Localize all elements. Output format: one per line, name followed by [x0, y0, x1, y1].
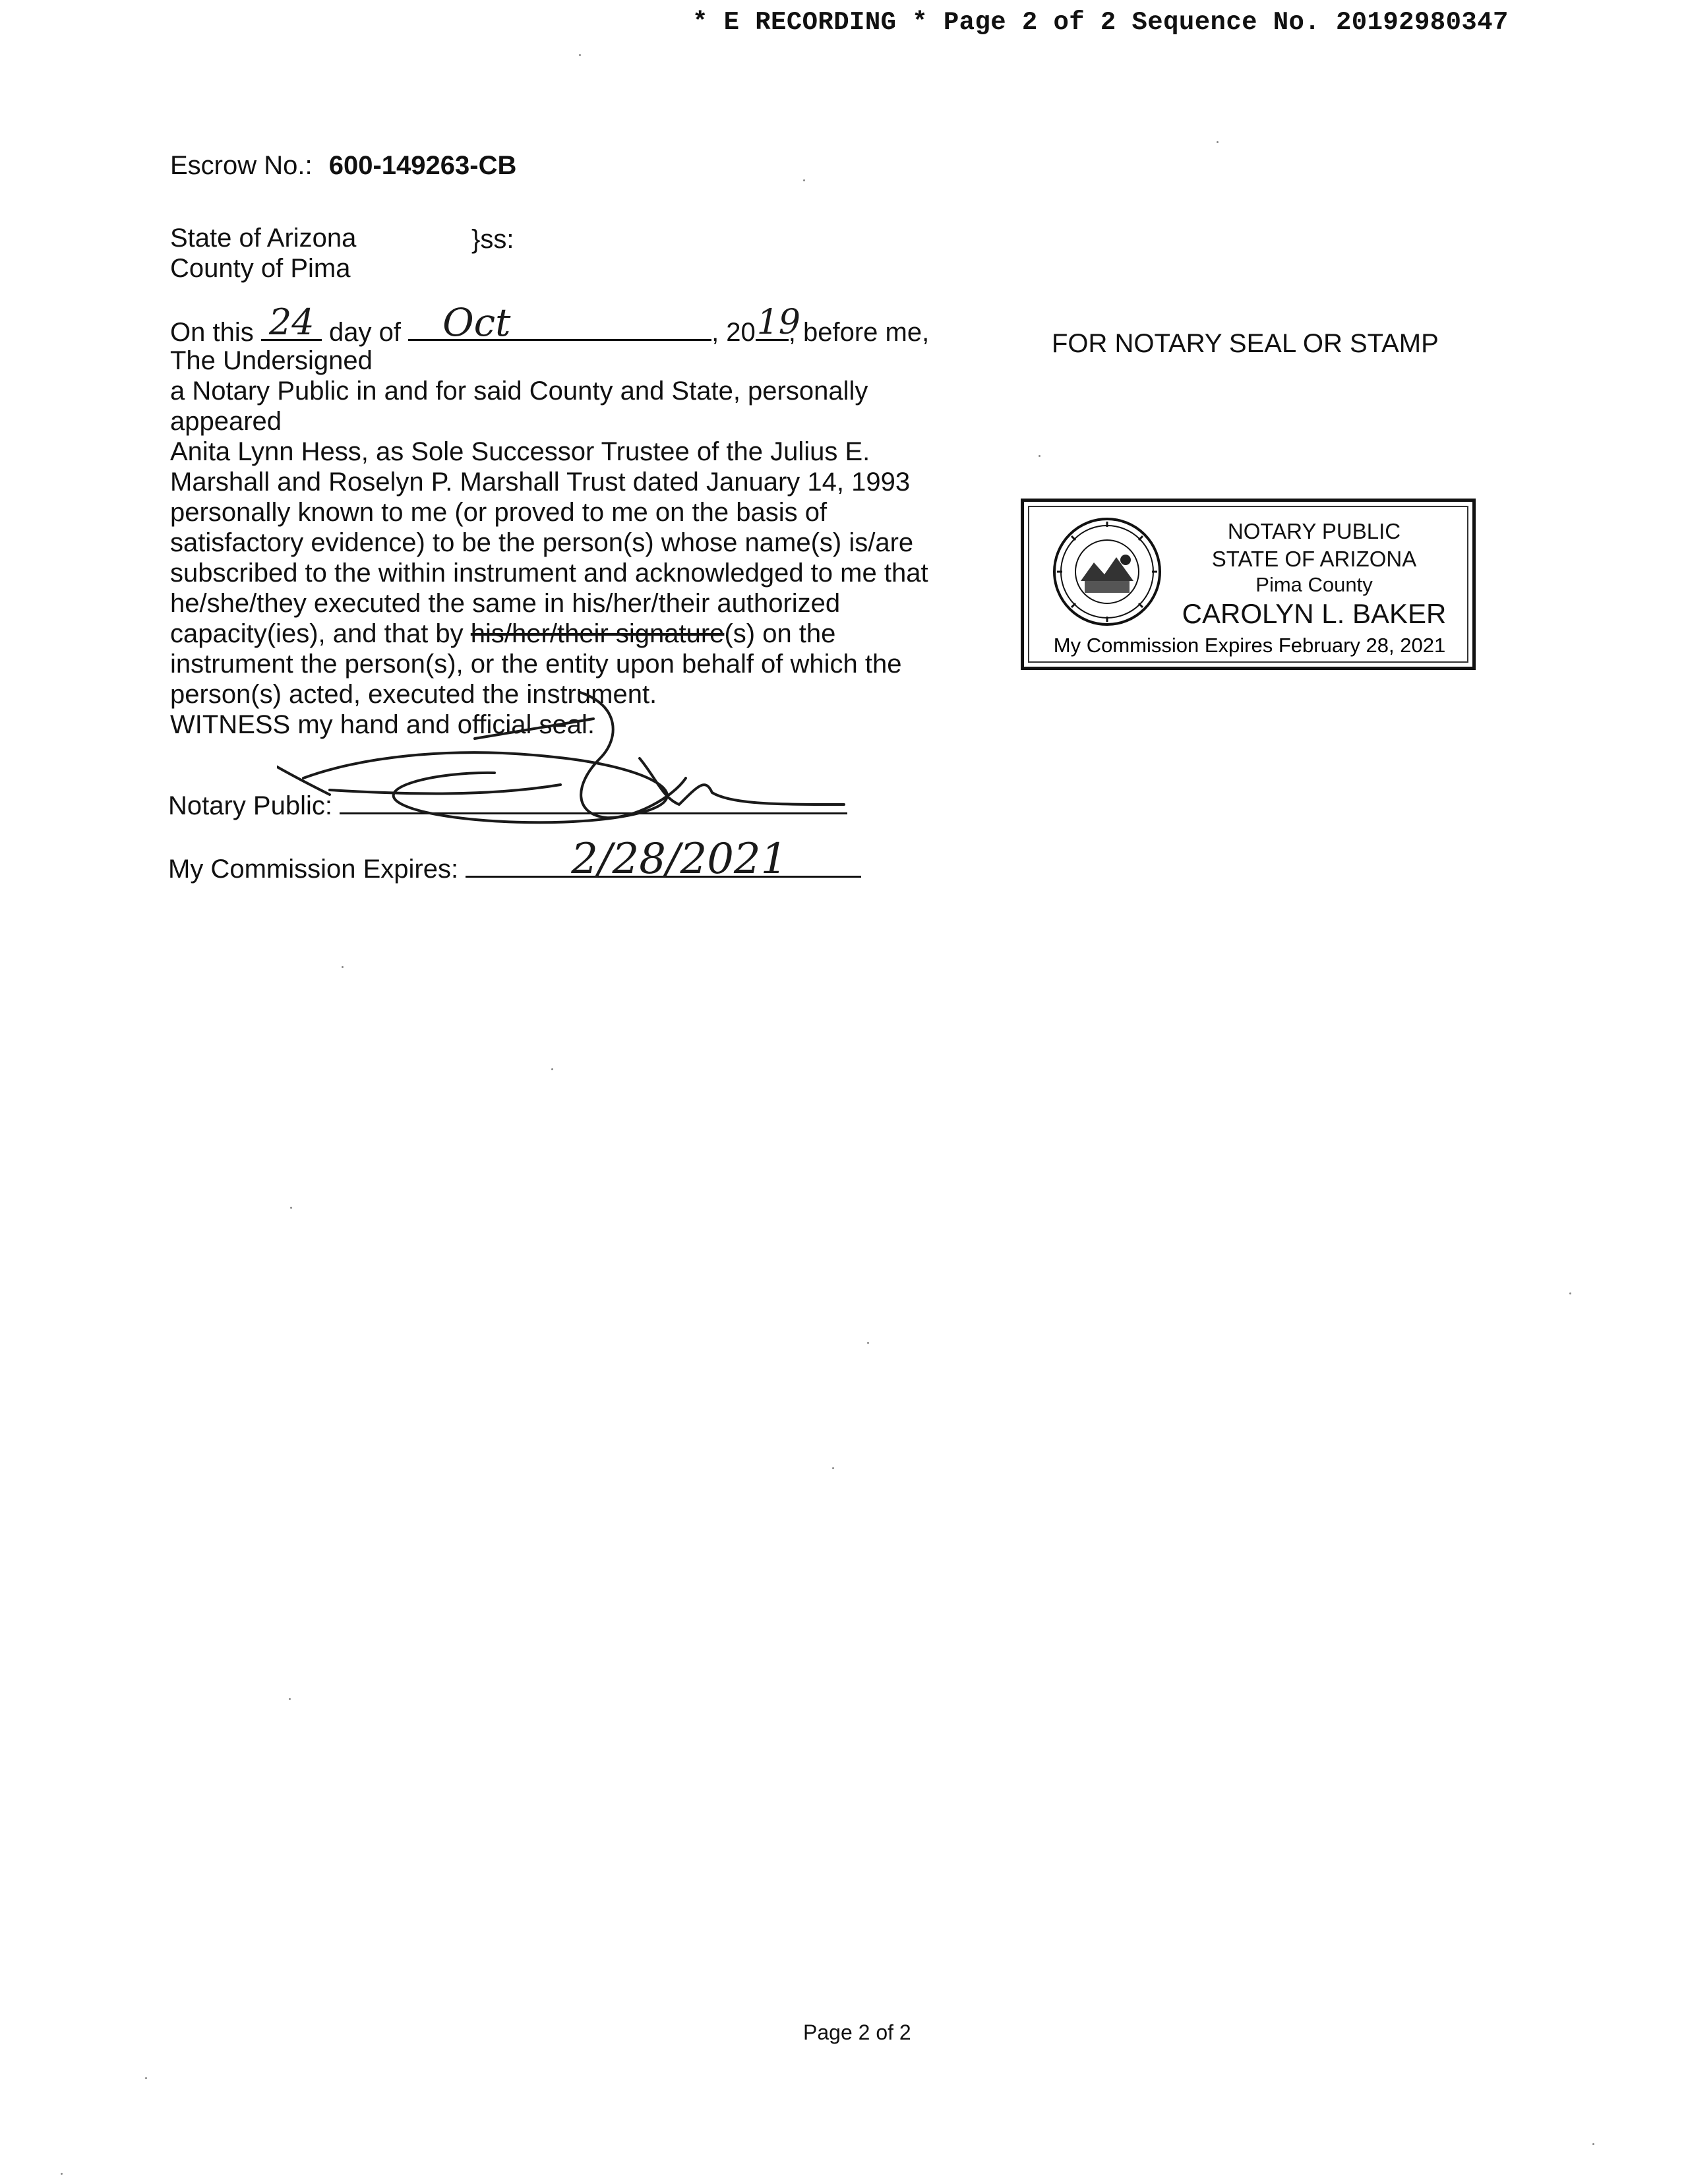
seal-area-heading: FOR NOTARY SEAL OR STAMP: [1052, 329, 1439, 358]
scan-speck: [290, 1207, 292, 1209]
page-footer: Page 2 of 2: [803, 2020, 911, 2044]
body-line: Marshall and Roselyn P. Marshall Trust dated January 14, 1993: [170, 468, 911, 497]
scan-speck: [1569, 1292, 1571, 1294]
escrow-number: 600-149263-CB: [328, 151, 517, 180]
notary-stamp: [1021, 499, 1476, 670]
venue-ss: }ss:: [471, 225, 514, 254]
scan-speck: [867, 1342, 869, 1344]
scan-speck: [1217, 141, 1219, 143]
body-line: person(s) acted, executed the instrument.: [170, 680, 657, 709]
scan-speck: [1039, 455, 1040, 457]
month-blank: [408, 300, 711, 345]
scan-speck: [579, 54, 581, 56]
venue-block: [170, 223, 356, 284]
scan-speck: [832, 1467, 834, 1469]
body-line: satisfactory evidence) to be the person(s) whose name(s) is/are: [170, 528, 914, 557]
escrow-number-line: [170, 150, 516, 181]
before-me-label: , before me,: [788, 318, 930, 347]
on-this-label: On this: [170, 318, 254, 347]
scan-speck: [289, 1698, 291, 1700]
commission-blank: [466, 835, 861, 884]
escrow-label: Escrow No.:: [170, 151, 313, 180]
venue-state: State of Arizona: [170, 224, 357, 253]
notary-clause-1: a Notary Public in and for said County and State, personally: [170, 377, 868, 406]
year-blank: [756, 303, 800, 342]
day-of-label: day of: [328, 318, 401, 347]
stamp-line-commission: My Commission Expires February 28, 2021: [1053, 634, 1446, 657]
body-line: he/she/they executed the same in his/her/their authorized: [170, 589, 841, 618]
scan-speck: [551, 1068, 553, 1070]
notary-clause-2: appeared: [170, 407, 282, 436]
scan-speck: [145, 2077, 147, 2079]
month-handwritten: Oct: [442, 300, 511, 345]
body-line: Anita Lynn Hess, as Sole Successor Trustee of the Julius E.: [170, 437, 870, 466]
year-prefix: , 20: [711, 318, 756, 347]
stamp-line-notary-public: NOTARY PUBLIC: [1227, 519, 1401, 543]
stamp-line-name: CAROLYN L. BAKER: [1182, 598, 1447, 629]
notary-public-label: Notary Public:: [168, 791, 332, 820]
year-handwritten: 19: [756, 303, 800, 342]
undersigned-text: The Undersigned: [170, 346, 373, 375]
body-line: personally known to me (or proved to me on the basis of: [170, 498, 828, 527]
commission-expires-line: [168, 835, 861, 884]
capacity-text-end: (s) on the: [724, 619, 836, 648]
witness-text: WITNESS my hand and official seal.: [170, 710, 595, 739]
day-blank: [261, 301, 322, 343]
commission-handwritten: 2/28/2021: [571, 835, 788, 884]
day-handwritten: 24: [268, 301, 315, 343]
arizona-state-seal-icon: [1052, 516, 1162, 627]
commission-label: My Commission Expires:: [168, 855, 459, 884]
notary-signature-scribble: [277, 679, 870, 837]
body-line-capacity: [170, 619, 968, 649]
scan-speck: [342, 966, 344, 968]
venue-county: County of Pima: [170, 254, 351, 283]
body-line: subscribed to the within instrument and acknowledged to me that: [170, 559, 928, 588]
struck-text: his/her/their signature: [470, 619, 725, 648]
stamp-line-county: Pima County: [1255, 573, 1373, 596]
capacity-text: capacity(ies), and that by: [170, 619, 471, 648]
scan-speck: [61, 2173, 63, 2175]
scan-speck: [1592, 2143, 1594, 2145]
recording-header: * E RECORDING * Page 2 of 2 Sequence No. 20192980347: [692, 8, 1509, 37]
stamp-line-state: STATE OF ARIZONA: [1211, 547, 1417, 571]
body-line: instrument the person(s), or the entity upon behalf of which the: [170, 650, 902, 679]
scan-speck: [803, 179, 805, 181]
acknowledgment-date-line: [170, 300, 930, 348]
